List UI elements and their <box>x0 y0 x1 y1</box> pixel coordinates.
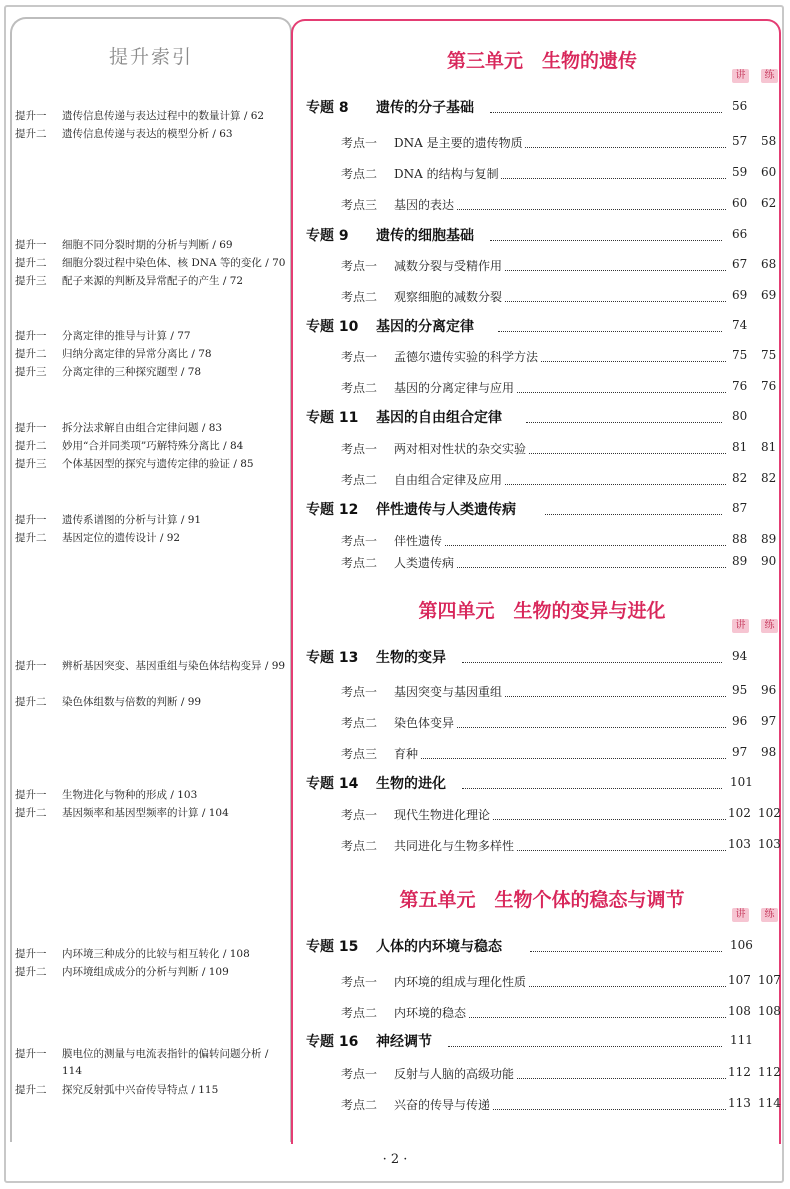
point-row[interactable]: 考点一 伴性遗传 <box>341 532 726 550</box>
point-row[interactable]: 考点三 基因的表达 <box>341 196 726 214</box>
point-pages: 96 97 <box>732 714 777 728</box>
point-pages: 69 69 <box>732 288 777 302</box>
leader-dots <box>526 422 722 423</box>
point-row[interactable]: 考点二 观察细胞的减数分裂 <box>341 288 726 306</box>
point-pages: 59 60 <box>732 165 777 179</box>
lian-badge: 练 <box>761 619 778 633</box>
point-pages: 97 98 <box>732 745 777 759</box>
point-row[interactable]: 考点二 DNA 的结构与复制 <box>341 165 726 183</box>
point-row[interactable]: 考点二 染色体变异 <box>341 714 726 732</box>
topic-row[interactable]: 专题 14 生物的进化 <box>306 776 446 792</box>
point-pages: 76 76 <box>732 379 777 393</box>
point-row[interactable]: 考点二 自由组合定律及应用 <box>341 471 726 489</box>
point-pages: 112 112 <box>728 1065 781 1079</box>
point-pages: 102 102 <box>728 806 781 820</box>
index-title: 提升索引 <box>108 46 193 68</box>
point-pages: 60 62 <box>732 196 777 210</box>
point-row[interactable]: 考点一 孟德尔遗传实验的科学方法 <box>341 348 726 366</box>
topic-row[interactable]: 专题 15 人体的内环境与稳态 <box>306 939 502 955</box>
leader-dots <box>490 240 722 241</box>
leader-dots <box>545 514 722 515</box>
topic-row[interactable]: 专题 8 遗传的分子基础 <box>306 100 474 116</box>
point-row[interactable]: 考点一 DNA 是主要的遗传物质 <box>341 134 726 152</box>
leader-dots <box>498 331 722 332</box>
point-row[interactable]: 考点二 共同进化与生物多样性 <box>341 837 726 855</box>
point-pages: 67 68 <box>732 257 777 271</box>
point-row[interactable]: 考点二 内环境的稳态 <box>341 1004 726 1022</box>
point-row[interactable]: 考点三 育种 <box>341 745 726 763</box>
topic-row[interactable]: 专题 13 生物的变异 <box>306 650 446 666</box>
jiang-badge: 讲 <box>732 619 749 633</box>
topic-row[interactable]: 专题 10 基因的分离定律 <box>306 319 474 335</box>
point-row[interactable]: 考点一 反射与人脑的高级功能 <box>341 1065 726 1083</box>
point-pages: 81 81 <box>732 440 777 454</box>
point-row[interactable]: 考点二 基因的分离定律与应用 <box>341 379 726 397</box>
topic-row[interactable]: 专题 9 遗传的细胞基础 <box>306 228 474 244</box>
point-pages: 57 58 <box>732 134 777 148</box>
point-row[interactable]: 考点一 两对相对性状的杂交实验 <box>341 440 726 458</box>
point-row[interactable]: 考点一 基因突变与基因重组 <box>341 683 726 701</box>
jiang-badge: 讲 <box>732 69 749 83</box>
leader-dots <box>490 112 722 113</box>
leader-dots <box>530 951 722 952</box>
point-pages: 95 96 <box>732 683 777 697</box>
point-row[interactable]: 考点一 减数分裂与受精作用 <box>341 257 726 275</box>
unit-title: 第五单元 生物个体的稳态与调节 <box>399 889 685 911</box>
lian-badge: 练 <box>761 908 778 922</box>
point-row[interactable]: 考点二 兴奋的传导与传递 <box>341 1096 726 1114</box>
point-row[interactable]: 考点一 现代生物进化理论 <box>341 806 726 824</box>
point-row[interactable]: 考点二 人类遗传病 <box>341 554 726 572</box>
point-pages: 113 114 <box>728 1096 781 1110</box>
page-number: · 2 · <box>382 1152 408 1167</box>
point-pages: 89 90 <box>732 554 777 568</box>
unit-title: 第三单元 生物的遗传 <box>446 50 637 72</box>
point-pages: 108 108 <box>728 1004 781 1018</box>
point-pages: 88 89 <box>732 532 777 546</box>
topic-row[interactable]: 专题 12 伴性遗传与人类遗传病 <box>306 502 516 518</box>
point-pages: 82 82 <box>732 471 777 485</box>
leader-dots <box>462 662 722 663</box>
leader-dots <box>448 1046 722 1047</box>
point-pages: 103 103 <box>728 837 781 851</box>
point-row[interactable]: 考点一 内环境的组成与理化性质 <box>341 973 726 991</box>
point-pages: 107 107 <box>728 973 781 987</box>
jiang-badge: 讲 <box>732 908 749 922</box>
leader-dots <box>462 788 722 789</box>
lian-badge: 练 <box>761 69 778 83</box>
topic-row[interactable]: 专题 16 神经调节 <box>306 1034 432 1050</box>
point-pages: 75 75 <box>732 348 777 362</box>
topic-row[interactable]: 专题 11 基因的自由组合定律 <box>306 410 502 426</box>
unit-title: 第四单元 生物的变异与进化 <box>418 600 666 622</box>
